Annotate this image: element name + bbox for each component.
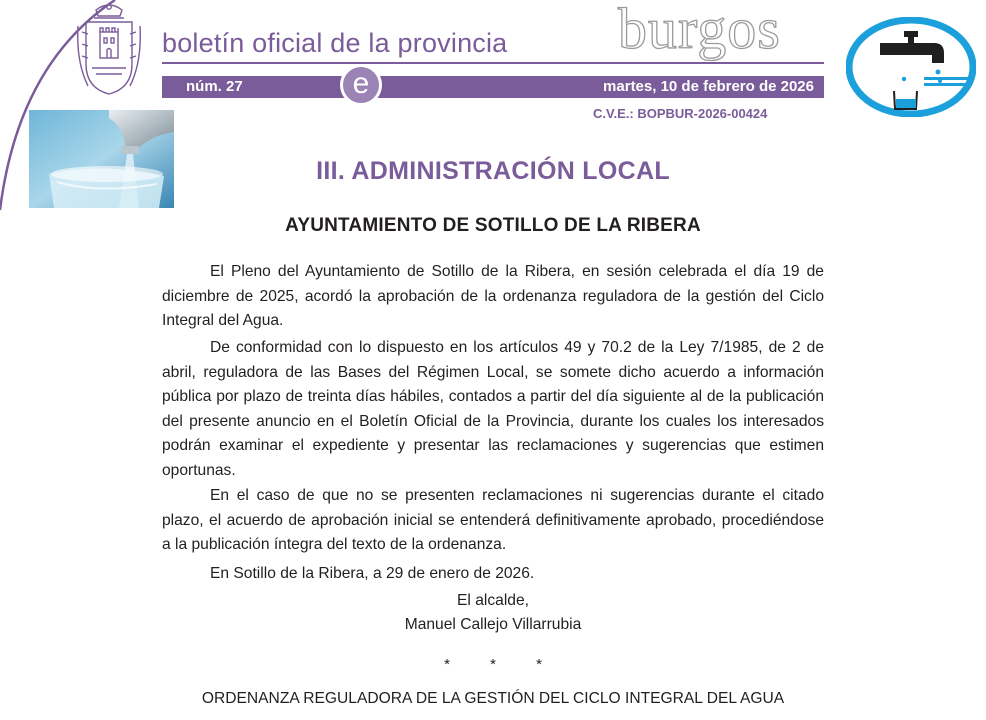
e-badge-icon: e: [340, 64, 382, 106]
ordinance-title: ORDENANZA REGULADORA DE LA GESTIÓN DEL CICLO INTEGRAL DEL AGUA: [201, 690, 785, 707]
province-wordmark: burgos: [618, 0, 781, 61]
signature-name: Manuel Callejo Villarrubia: [404, 616, 582, 633]
cve-code: C.V.E.: BOPBUR-2026-00424: [593, 106, 768, 121]
header-rule: [162, 62, 824, 64]
signature-role: El alcalde,: [457, 592, 529, 609]
section-separator: * * *: [444, 656, 560, 673]
place-and-date: En Sotillo de la Ribera, a 29 de enero de 2026.: [210, 565, 535, 582]
water-tap-logo-icon: [846, 17, 976, 117]
issue-bar: [162, 76, 824, 98]
issue-number: núm. 27: [186, 78, 243, 95]
bulletin-title: boletín oficial de la provincia: [162, 28, 508, 58]
body-paragraph: El Pleno del Ayuntamiento de Sotillo de la Ribera, en sesión celebrada el día 19 de diciembre de 2025, acordó la aprobación de la ordenanza reguladora de la gestión del Ciclo Integral del Agua.: [162, 263, 824, 329]
water-glass-photo: [29, 110, 174, 208]
section-heading: III. ADMINISTRACIÓN LOCAL: [316, 157, 670, 185]
coat-of-arms-icon: [74, 2, 144, 97]
issue-date: martes, 10 de febrero de 2026: [603, 78, 814, 95]
body-paragraph: De conformidad con lo dispuesto en los artículos 49 y 70.2 de la Ley 7/1985, de 2 de abril, reguladora de las Bases del Régimen Local, se somete dicho acuerdo a información pública por plazo de treinta días hábiles, contados a partir del día siguiente al de la publicación del presente anuncio en el Boletín Oficial de la Provincia, durante los cuales los interesados podrán examinar el expediente y presentar las reclamaciones y sugerencias que estimen oportunas.: [162, 339, 824, 479]
body-paragraph: En el caso de que no se presenten reclamaciones ni sugerencias durante el citado plazo, el acuerdo de aprobación inicial se entenderá definitivamente aprobado, procediéndose a la publicación íntegra del texto de la ordenanza.: [162, 487, 824, 553]
organization-heading: AYUNTAMIENTO DE SOTILLO DE LA RIBERA: [285, 215, 701, 236]
